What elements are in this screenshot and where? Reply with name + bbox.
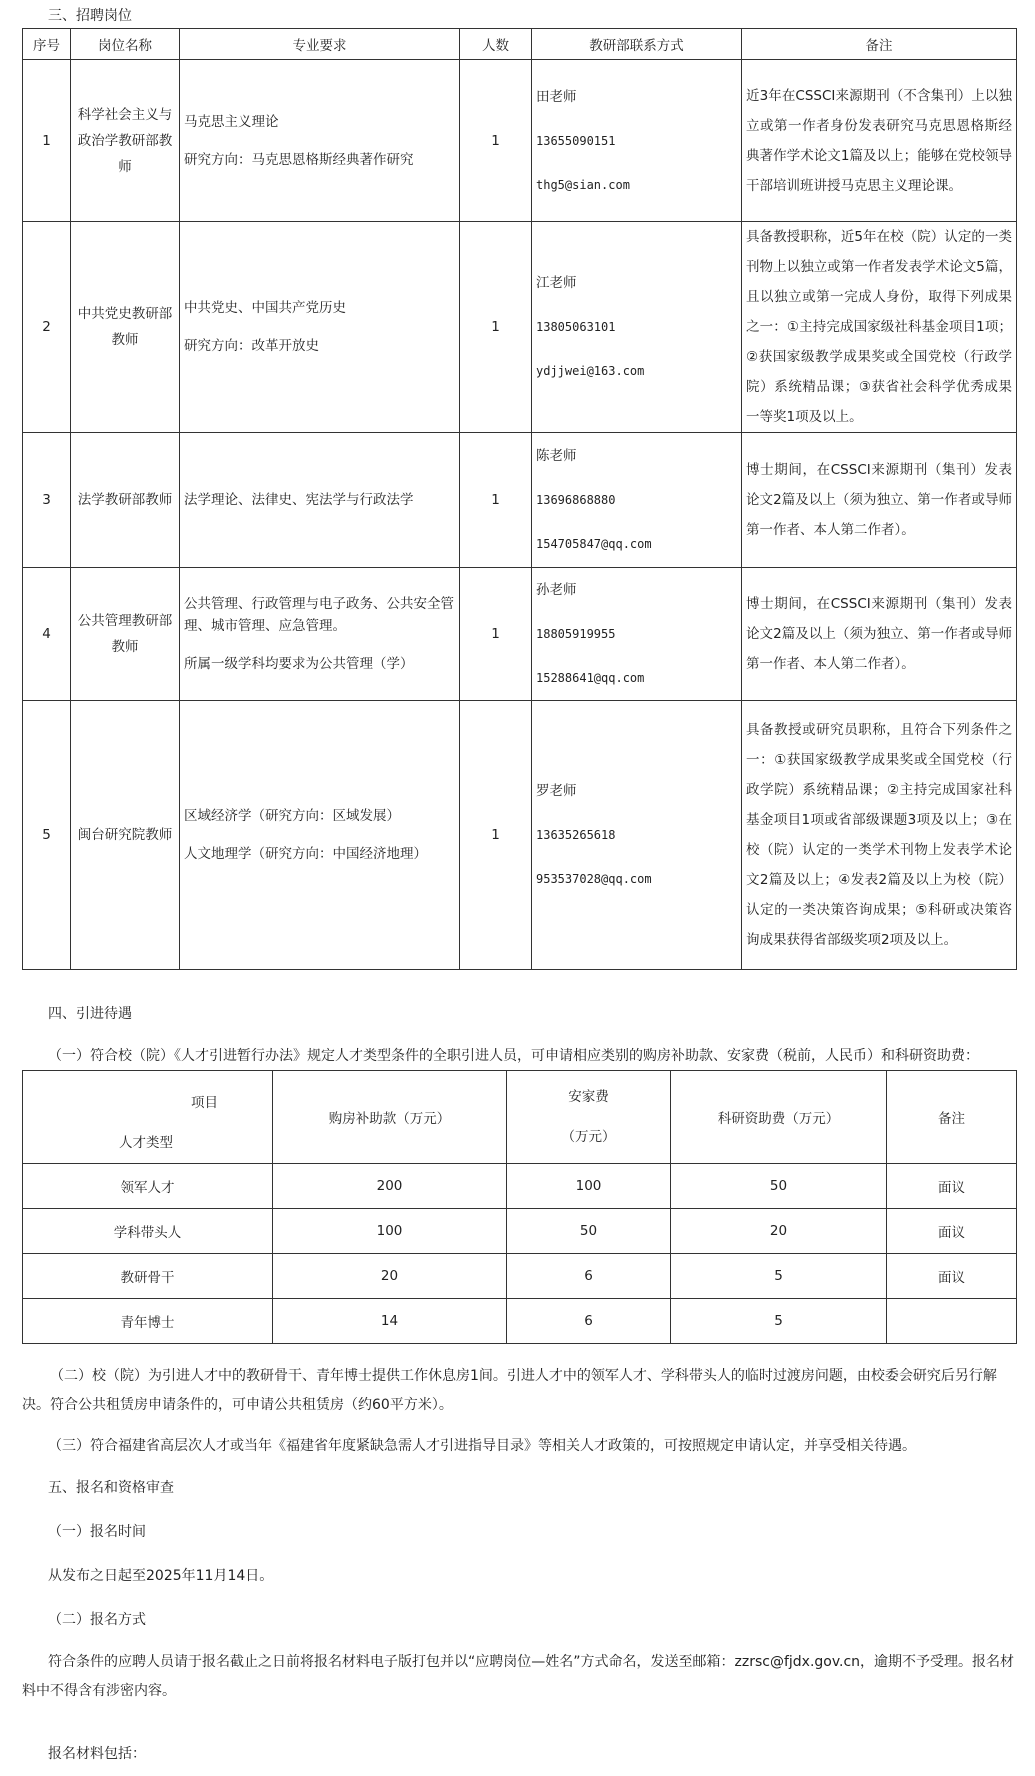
table-row	[23, 701, 1017, 970]
header-note: 备注	[742, 29, 1017, 60]
settle-value: 100	[507, 1164, 671, 1209]
contact-phone: 13655090151	[536, 133, 616, 148]
table-row	[23, 568, 1017, 701]
row-count: 1	[460, 60, 532, 222]
contact-email[interactable]: thg5@sian.com	[536, 177, 630, 192]
contact-phone: 13805063101	[536, 320, 616, 334]
row-major: 公共管理、行政管理与电子政务、公共安全管理、城市管理、应急管理。	[184, 596, 454, 634]
header-settle-line2: （万元）	[561, 1129, 616, 1145]
header-major: 专业要求	[180, 29, 460, 60]
header-no: 序号	[23, 29, 71, 60]
note-value: 面议	[887, 1209, 1017, 1254]
row-no: 3	[23, 433, 71, 568]
contact-name: 罗老师	[536, 783, 577, 799]
table-row	[23, 1299, 1017, 1344]
table-row	[23, 433, 1017, 568]
table-row	[23, 60, 1017, 222]
row-note: 博士期间，在CSSCI来源期刊（集刊）发表论文2篇及以上（须为独立、第一作者或导师第一作者、本人第二作者）。	[742, 568, 1017, 701]
benefits-table	[22, 1070, 1017, 1344]
contact-name: 田老师	[536, 88, 577, 105]
row-major: 中共党史、中国共产党历史	[184, 300, 346, 316]
housing-value: 14	[273, 1299, 507, 1344]
talent-type: 教研骨干	[23, 1254, 273, 1299]
row-count: 1	[460, 433, 532, 568]
row-note: 近3年在CSSCI来源期刊（不含集刊）上以独立或第一作者身份发表研究马克思恩格斯经典著作学术论文1篇及以上；能够在党校领导干部培训班讲授马克思主义理论课。	[742, 60, 1017, 222]
settle-value: 6	[507, 1299, 671, 1344]
contact-phone: 18805919955	[536, 627, 616, 641]
section-heading-registration: 五、报名和资格审查	[48, 1480, 174, 1496]
research-value: 5	[671, 1299, 887, 1344]
table-row	[23, 1209, 1017, 1254]
header-housing: 购房补助款（万元）	[273, 1071, 507, 1164]
row-major-note: 所属一级学科均要求为公共管理（学）	[184, 656, 414, 672]
row-note: 具备教授或研究员职称，且符合下列条件之一：①获国家级教学成果奖或全国党校（行政学院）系统精品课；②主持完成国家社科基金项目1项或省部级课题3项及以上；③在校（院）认定的一类学术刊物上发表学术论文2篇及以上；④发表2篇及以上为校（院）认定的一类决策咨询成果；⑤科研或决策咨询成果获得省部级奖项2项及以上。	[742, 701, 1017, 970]
research-value: 5	[671, 1254, 887, 1299]
header-position: 岗位名称	[71, 29, 180, 60]
contact-name: 江老师	[536, 275, 577, 291]
note-value: 面议	[887, 1254, 1017, 1299]
benefits-intro: （一）符合校（院）《人才引进暂行办法》规定人才类型条件的全职引进人员，可申请相应类别的购房补助款、安家费（税前，人民币）和科研资助费：	[48, 1048, 979, 1064]
housing-value: 100	[273, 1209, 507, 1254]
housing-value: 20	[273, 1254, 507, 1299]
positions-table	[22, 28, 1017, 970]
contact-phone: 13635265618	[536, 828, 616, 842]
row-major-direction: 研究方向：马克思恩格斯经典著作研究	[184, 151, 414, 168]
registration-method-heading: （二）报名方式	[48, 1612, 146, 1628]
row-major: 人文地理学（研究方向：中国经济地理）	[184, 846, 427, 862]
header-research: 科研资助费（万元）	[671, 1071, 887, 1164]
row-major: 法学理论、法律史、宪法学与行政法学	[184, 492, 414, 508]
contact-email[interactable]: 953537028@qq.com	[536, 872, 652, 886]
settle-value: 6	[507, 1254, 671, 1299]
registration-time-text: 从发布之日起至2025年11月14日。	[48, 1568, 274, 1584]
contact-name: 孙老师	[536, 582, 577, 598]
corner-header	[23, 1071, 273, 1164]
contact-email[interactable]: 154705847@qq.com	[536, 537, 652, 551]
row-no: 2	[23, 222, 71, 433]
row-count: 1	[460, 701, 532, 970]
note-value	[887, 1299, 1017, 1344]
header-settle-line1: 安家费	[568, 1089, 609, 1105]
contact-email[interactable]: ydjjwei@163.com	[536, 364, 645, 378]
row-major: 马克思主义理论	[184, 113, 279, 130]
talent-type: 学科带头人	[23, 1209, 273, 1254]
row-major: 区域经济学（研究方向：区域发展）	[184, 808, 400, 824]
positions-header-row	[23, 29, 1017, 60]
research-value: 50	[671, 1164, 887, 1209]
row-no: 1	[23, 60, 71, 222]
row-position: 闽台研究院教师	[71, 701, 180, 970]
row-note: 博士期间，在CSSCI来源期刊（集刊）发表论文2篇及以上（须为独立、第一作者或导师第一作者、本人第二作者）。	[742, 433, 1017, 568]
benefits-header-row	[23, 1071, 1017, 1164]
settle-value: 50	[507, 1209, 671, 1254]
header-count: 人数	[460, 29, 532, 60]
row-major-direction: 研究方向：改革开放史	[184, 338, 319, 354]
row-count: 1	[460, 568, 532, 701]
note-value: 面议	[887, 1164, 1017, 1209]
row-note: 具备教授职称，近5年在校（院）认定的一类刊物上以独立或第一作者发表学术论文5篇，且以独立或第一完成人身份，取得下列成果之一：①主持完成国家级社科基金项目1项；②获国家级教学成果奖或全国党校（行政学院）系统精品课；③获省社会科学优秀成果一等奖1项及以上。	[742, 222, 1017, 433]
benefits-housing-paragraph: （二）校（院）为引进人才中的教研骨干、青年博士提供工作休息房1间。引进人才中的领军人才、学科带头人的临时过渡房问题，由校委会研究后另行解决。符合公共租赁房申请条件的，可申请公共租赁房（约60平方米）。	[22, 1368, 997, 1413]
table-row	[23, 222, 1017, 433]
contact-phone: 13696868880	[536, 493, 616, 507]
registration-method-text: 符合条件的应聘人员请于报名截止之日前将报名材料电子版打包并以“应聘岗位—姓名”方式命名，发送至邮箱：zzrsc@fjdx.gov.cn，逾期不予受理。报名材料中不得含有涉密内容。	[22, 1654, 1015, 1699]
row-position: 公共管理教研部教师	[71, 568, 180, 701]
table-row	[23, 1254, 1017, 1299]
section-heading-recruitment: 三、招聘岗位	[48, 8, 132, 24]
corner-header-type: 人才类型	[119, 1135, 173, 1151]
registration-time-heading: （一）报名时间	[48, 1524, 146, 1540]
header-contact: 教研部联系方式	[532, 29, 742, 60]
research-value: 20	[671, 1209, 887, 1254]
section-heading-benefits: 四、引进待遇	[48, 1006, 132, 1022]
row-no: 5	[23, 701, 71, 970]
table-row	[23, 1164, 1017, 1209]
row-position: 科学社会主义与政治学教研部教师	[71, 60, 180, 222]
housing-value: 200	[273, 1164, 507, 1209]
contact-name: 陈老师	[536, 448, 577, 464]
talent-type: 青年博士	[23, 1299, 273, 1344]
row-position: 法学教研部教师	[71, 433, 180, 568]
contact-email[interactable]: 15288641@qq.com	[536, 671, 645, 685]
row-no: 4	[23, 568, 71, 701]
row-position: 中共党史教研部教师	[71, 222, 180, 433]
row-count: 1	[460, 222, 532, 433]
registration-materials-label: 报名材料包括：	[48, 1746, 146, 1762]
corner-header-item: 项目	[191, 1095, 218, 1111]
benefits-policy-paragraph: （三）符合福建省高层次人才或当年《福建省年度紧缺急需人才引进指导目录》等相关人才政策的，可按照规定申请认定，并享受相关待遇。	[48, 1438, 916, 1454]
header-note: 备注	[887, 1071, 1017, 1164]
talent-type: 领军人才	[23, 1164, 273, 1209]
header-settle	[507, 1071, 671, 1164]
